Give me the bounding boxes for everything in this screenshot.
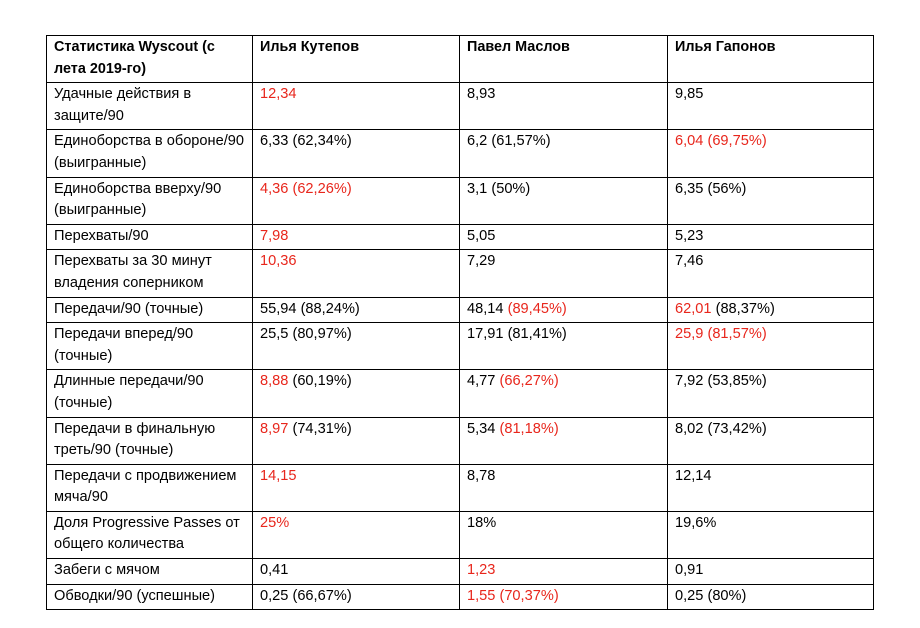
header-row [47, 36, 874, 83]
value-cell-gaponov [668, 370, 874, 417]
value-cell-kutepov [253, 584, 460, 610]
value-cell-maslov [460, 177, 668, 224]
value-text: 5,34 [467, 420, 500, 437]
value-cell-kutepov [253, 250, 460, 297]
value-cell-gaponov [668, 511, 874, 558]
table-row [47, 250, 874, 297]
row-label: Передачи/90 (точные) [47, 297, 253, 323]
highlighted-value: 12,34 [260, 86, 297, 103]
value-text: 3,1 (50%) [467, 180, 531, 197]
value-cell-maslov [460, 584, 668, 610]
value-text: 6,2 (61,57%) [467, 133, 551, 150]
value-cell-maslov [460, 323, 668, 370]
value-cell-kutepov [253, 177, 460, 224]
value-cell-maslov [460, 224, 668, 250]
value-cell-maslov [460, 464, 668, 511]
table-row [47, 417, 874, 464]
value-cell-gaponov [668, 559, 874, 585]
value-cell-kutepov [253, 370, 460, 417]
value-cell-gaponov [668, 224, 874, 250]
highlighted-value: 62,01 [675, 300, 712, 317]
value-text: 48,14 [467, 300, 508, 317]
value-text: 17,91 (81,41%) [467, 326, 567, 343]
value-text: 0,41 [260, 562, 289, 579]
value-cell-maslov [460, 297, 668, 323]
stats-table [46, 35, 874, 610]
row-label: Единоборства в обороне/90 (выигранные) [47, 130, 253, 177]
row-label: Передачи с продвижением мяча/90 [47, 464, 253, 511]
value-text: 7,46 [675, 253, 704, 270]
row-label: Единоборства вверху/90 (выигранные) [47, 177, 253, 224]
highlighted-value: (89,45%) [507, 300, 567, 317]
value-text: 8,93 [467, 86, 496, 103]
table-row [47, 83, 874, 130]
highlighted-value: 1,55 (70,37%) [467, 587, 559, 604]
table-row [47, 297, 874, 323]
highlighted-value: 25% [260, 514, 290, 531]
value-cell-kutepov [253, 224, 460, 250]
value-cell-kutepov [253, 130, 460, 177]
value-text: 5,05 [467, 227, 496, 244]
value-text: 6,33 (62,34%) [260, 133, 352, 150]
value-cell-maslov [460, 83, 668, 130]
value-text: 9,85 [675, 86, 704, 103]
value-text: 18% [467, 514, 497, 531]
value-text: 8,78 [467, 467, 496, 484]
table-row [47, 511, 874, 558]
table-row [47, 559, 874, 585]
value-cell-kutepov [253, 83, 460, 130]
value-text: 25,5 (80,97%) [260, 326, 352, 343]
value-text: 12,14 [675, 467, 712, 484]
highlighted-value: 1,23 [467, 562, 496, 579]
value-cell-kutepov [253, 297, 460, 323]
value-cell-maslov [460, 250, 668, 297]
highlighted-value: (66,27%) [499, 373, 559, 390]
row-label: Перехваты за 30 минут владения соперником [47, 250, 253, 297]
table-row [47, 464, 874, 511]
header-cell-metric: Статистика Wyscout (с лета 2019-го) [47, 36, 253, 83]
highlighted-value: (81,18%) [499, 420, 559, 437]
table-body [47, 83, 874, 610]
value-text: 19,6% [675, 514, 717, 531]
value-text: 0,25 (66,67%) [260, 587, 352, 604]
highlighted-value: 14,15 [260, 467, 297, 484]
value-cell-maslov [460, 417, 668, 464]
highlighted-value: 25,9 (81,57%) [675, 326, 767, 343]
row-label: Забеги с мячом [47, 559, 253, 585]
row-label: Перехваты/90 [47, 224, 253, 250]
value-cell-kutepov [253, 323, 460, 370]
highlighted-value: 7,98 [260, 227, 289, 244]
row-label: Обводки/90 (успешные) [47, 584, 253, 610]
table-row [47, 370, 874, 417]
row-label: Удачные действия в защите/90 [47, 83, 253, 130]
value-cell-kutepov [253, 559, 460, 585]
value-cell-gaponov [668, 323, 874, 370]
value-cell-maslov [460, 559, 668, 585]
value-cell-maslov [460, 370, 668, 417]
row-label: Доля Progressive Passes от общего количества [47, 511, 253, 558]
table-row [47, 177, 874, 224]
row-label: Передачи вперед/90 (точные) [47, 323, 253, 370]
value-cell-gaponov [668, 177, 874, 224]
highlighted-value: 10,36 [260, 253, 297, 270]
value-text: 5,23 [675, 227, 704, 244]
value-cell-kutepov [253, 511, 460, 558]
value-cell-gaponov [668, 297, 874, 323]
row-label: Передачи в финальную треть/90 (точные) [47, 417, 253, 464]
value-text: 8,02 (73,42%) [675, 420, 767, 437]
table-row [47, 584, 874, 610]
value-text: (60,19%) [288, 373, 352, 390]
value-cell-maslov [460, 511, 668, 558]
value-cell-gaponov [668, 250, 874, 297]
highlighted-value: 4,36 (62,26%) [260, 180, 352, 197]
value-text: 0,25 (80%) [675, 587, 747, 604]
value-cell-gaponov [668, 83, 874, 130]
value-cell-maslov [460, 130, 668, 177]
table-row [47, 224, 874, 250]
stats-table-container [46, 35, 874, 610]
value-text: 6,35 (56%) [675, 180, 747, 197]
highlighted-value: 8,97 [260, 420, 289, 437]
row-label: Длинные передачи/90 (точные) [47, 370, 253, 417]
value-cell-gaponov [668, 130, 874, 177]
value-cell-kutepov [253, 464, 460, 511]
value-text: 7,92 (53,85%) [675, 373, 767, 390]
value-text: (88,37%) [711, 300, 775, 317]
highlighted-value: 8,88 [260, 373, 289, 390]
value-text: 4,77 [467, 373, 500, 390]
value-text: 7,29 [467, 253, 496, 270]
value-cell-gaponov [668, 464, 874, 511]
highlighted-value: 6,04 (69,75%) [675, 133, 767, 150]
value-cell-gaponov [668, 417, 874, 464]
value-text: 0,91 [675, 562, 704, 579]
value-cell-kutepov [253, 417, 460, 464]
header-cell-gaponov: Илья Гапонов [668, 36, 874, 83]
value-cell-gaponov [668, 584, 874, 610]
header-cell-kutepov: Илья Кутепов [253, 36, 460, 83]
value-text: (74,31%) [288, 420, 352, 437]
value-text: 55,94 (88,24%) [260, 300, 360, 317]
table-row [47, 130, 874, 177]
table-row [47, 323, 874, 370]
header-cell-maslov: Павел Маслов [460, 36, 668, 83]
